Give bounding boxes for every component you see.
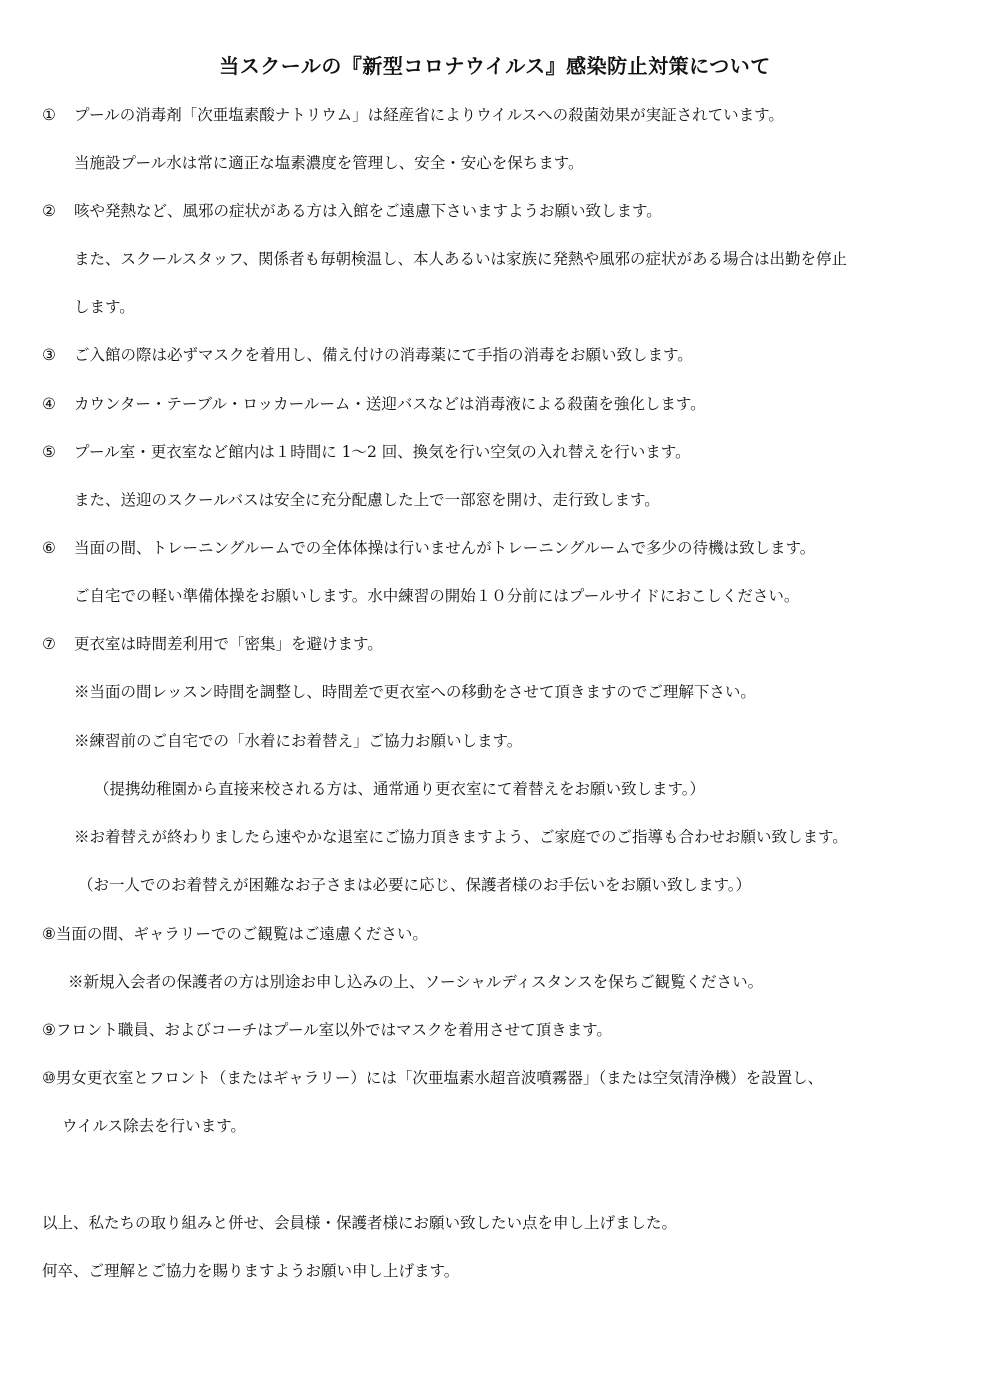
item-8-number: ⑧ [42, 925, 56, 943]
item-4-line-1: ④ カウンター・テーブル・ロッカールーム・送迎バスなどは消毒液による殺菌を強化します。 [42, 395, 706, 413]
item-6-number: ⑥ [42, 539, 56, 557]
item-4-number: ④ [42, 395, 56, 413]
item-7-line-2: ※当面の間レッスン時間を調整し、時間差で更衣室への移動をさせて頂きますのでご理解下さい。 [74, 683, 756, 701]
item-7-line-5: ※お着替えが終わりましたら速やかな退室にご協力頂きますよう、ご家庭でのご指導も合わせお願い致します。 [74, 828, 848, 846]
item-7-line-3: ※練習前のご自宅での「水着にお着替え」ご協力お願いします。 [74, 732, 523, 750]
item-2-line-1: ② 咳や発熱など、風邪の症状がある方は入館をご遠慮下さいますようお願い致します。 [42, 202, 662, 220]
closing-line-2: 何卒、ご理解とご協力を賜りますようお願い申し上げます。 [42, 1262, 460, 1280]
item-1-line-2: 当施設プール水は常に適正な塩素濃度を管理し、安全・安心を保ちます。 [74, 154, 584, 172]
item-5-line-2: また、送迎のスクールバスは安全に充分配慮した上で一部窓を開け、走行致します。 [74, 491, 660, 509]
item-7-line-6: （お一人でのお着替えが困難なお子さまは必要に応じ、保護者様のお手伝いをお願い致します。） [78, 876, 752, 894]
item-3-line-1: ③ ご入館の際は必ずマスクを着用し、備え付けの消毒薬にて手指の消毒をお願い致します。 [42, 346, 693, 364]
item-7-line-1: ⑦ 更衣室は時間差利用で「密集」を避けます。 [42, 635, 383, 653]
item-2-line-3: します。 [74, 298, 135, 316]
page-title: 当スクールの『新型コロナウイルス』感染防止対策について [219, 54, 771, 78]
item-10-line-1: ⑩男女更衣室とフロント（またはギャラリー）には「次亜塩素水超音波噴霧器」（または空気清浄機）を設置し、 [42, 1069, 824, 1087]
item-8-line-1: ⑧当面の間、ギャラリーでのご観覧はご遠慮ください。 [42, 925, 428, 943]
item-3-number: ③ [42, 346, 56, 364]
item-9-line-1: ⑨フロント職員、およびコーチはプール室以外ではマスクを着用させて頂きます。 [42, 1021, 612, 1039]
item-2-line-2: また、スクールスタッフ、関係者も毎朝検温し、本人あるいは家族に発熱や風邪の症状がある場合は出勤を停止 [74, 250, 847, 268]
item-6-line-2: ご自宅での軽い準備体操をお願いします。水中練習の開始１０分前にはプールサイドにおこしください。 [74, 587, 800, 605]
item-7-line-4: （提携幼稚園から直接来校される方は、通常通り更衣室にて着替えをお願い致します。） [94, 780, 706, 798]
item-5-number: ⑤ [42, 443, 56, 461]
item-10-number: ⑩ [42, 1069, 56, 1087]
item-2-number: ② [42, 202, 56, 220]
item-1-line-1: ① プールの消毒剤「次亜塩素酸ナトリウム」は経産省によりウイルスへの殺菌効果が実証されています。 [42, 106, 784, 124]
closing-line-1: 以上、私たちの取り組みと併せ、会員様・保護者様にお願い致したい点を申し上げました。 [42, 1214, 678, 1232]
item-9-number: ⑨ [42, 1021, 56, 1039]
item-5-line-1: ⑤ プール室・更衣室など館内は１時間に 1～2 回、換気を行い空気の入れ替えを行います。 [42, 443, 691, 461]
item-6-line-1: ⑥ 当面の間、トレーニングルームでの全体体操は行いませんがトレーニングルームで多少の待機は致します。 [42, 539, 816, 557]
item-8-line-2: ※新規入会者の保護者の方は別途お申し込みの上、ソーシャルディスタンスを保ちご観覧ください。 [68, 973, 764, 991]
item-10-line-2: ウイルス除去を行います。 [62, 1117, 246, 1135]
item-7-number: ⑦ [42, 635, 56, 653]
item-1-number: ① [42, 106, 56, 124]
